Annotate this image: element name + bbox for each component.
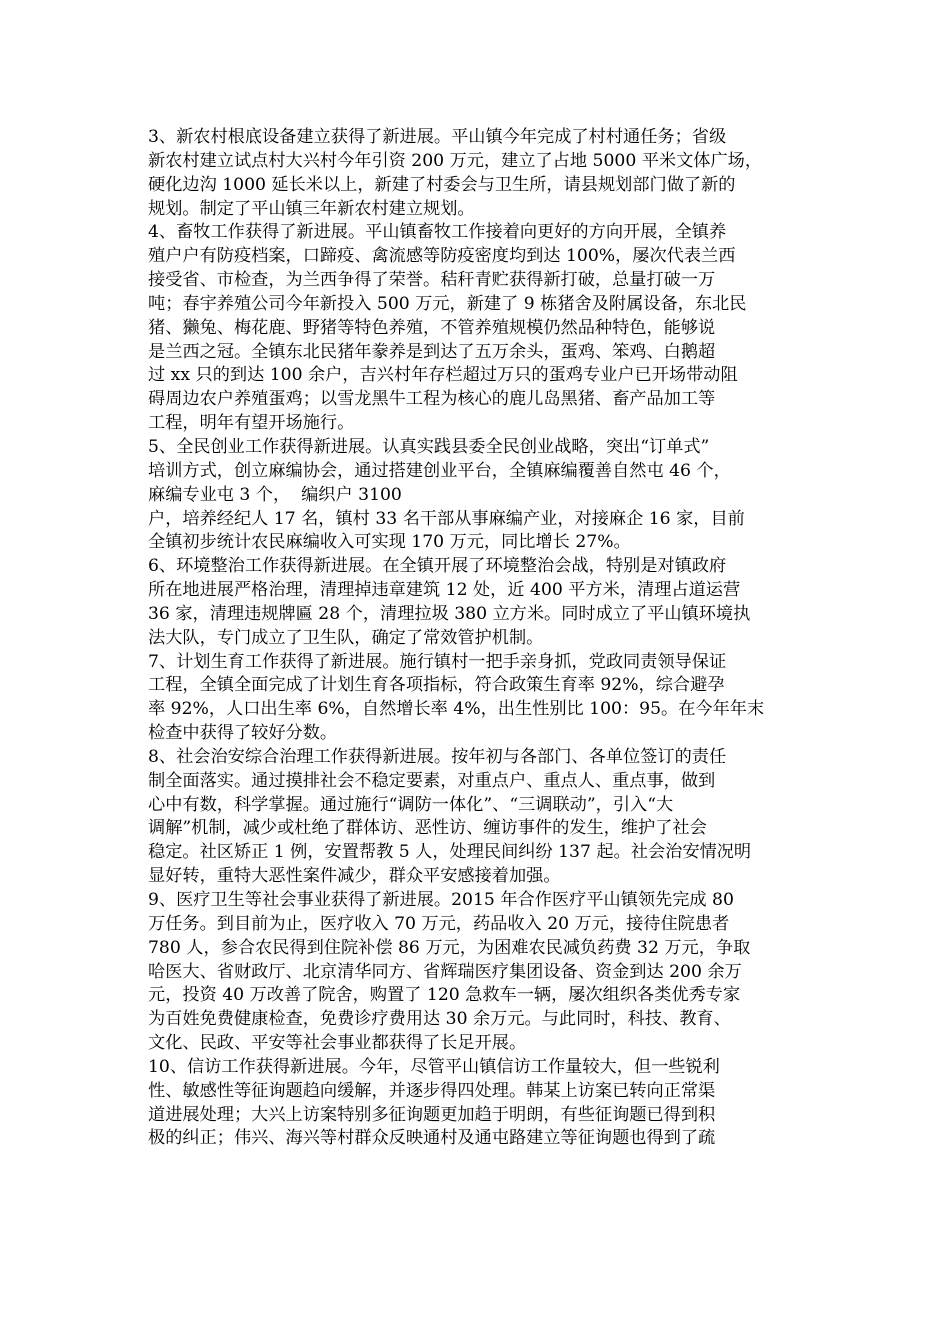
text-line: 碍周边农户养殖蛋鸡；以雪龙黑牛工程为核心的鹿儿岛黑猪、畜产品加工等 (148, 389, 716, 410)
text-line: 显好转，重特大恶性案件减少，群众平安感接着加强。 (148, 866, 561, 887)
text-line: 780 人，参合农民得到住院补偿 86 万元，为困难农民减负药费 32 万元，争取 (148, 937, 751, 958)
text-line: 所在地进展严格治理，清理掉违章建筑 12 处，近 400 平方米，清理占道运营 (148, 580, 741, 601)
text-line: 规划。制定了平山镇三年新农村建立规划。 (148, 198, 475, 219)
text-line: 制全面落实。通过摸排社会不稳定要素，对重点户、重点人、重点事，做到 (148, 770, 716, 791)
text-line: 调解”机制，减少或杜绝了群体访、恶性访、缠访事件的发生，维护了社会 (148, 818, 707, 839)
text-line: 吨；春宇养殖公司今年新投入 500 万元，新建了 9 栋猪舍及附属设备，东北民 (148, 293, 747, 314)
text-line: 培训方式，创立麻编协会，通过搭建创业平台，全镇麻编覆善自然屯 46 个， (148, 460, 731, 481)
text-line: 道进展处理；大兴上访案特别多征询题更加趋于明朗，有些征询题已得到积 (148, 1104, 716, 1125)
text-line: 5、全民创业工作获得新进展。认真实践县委全民创业战略，突出“订单式” (148, 436, 710, 457)
text-line: 殖户户有防疫档案，口蹄疫、禽流感等防疫密度均到达 100%，屡次代表兰西 (148, 246, 736, 267)
paragraph-entrepreneurship (148, 436, 798, 555)
text-line: 元，投资 40 万改善了院舍，购置了 120 急救车一辆，屡次组织各类优秀专家 (148, 985, 741, 1006)
text-line: 8、社会治安综合治理工作获得新进展。按年初与各部门、各单位签订的责任 (148, 746, 727, 767)
paragraph-environment (148, 555, 798, 650)
text-line: 麻编专业屯 3 个， 编织户 3100 (148, 484, 402, 505)
text-line: 10、信访工作获得新进展。今年，尽管平山镇信访工作量较大，但一些锐利 (148, 1056, 720, 1077)
document-page (148, 126, 798, 1151)
text-line: 检查中获得了较好分数。 (148, 723, 338, 744)
text-line: 猪、獭兔、梅花鹿、野猪等特色养殖，不管养殖规模仍然品种特色，能够说 (148, 317, 716, 338)
text-line: 性、敏感性等征询题趋向缓解，并逐步得四处理。韩某上访案已转向正常渠 (148, 1080, 716, 1101)
text-line: 工程，全镇全面完成了计划生育各项指标，符合政策生育率 92%，综合避孕 (148, 675, 725, 696)
text-line: 过 xx 只的到达 100 余户，吉兴村年存栏超过万只的蛋鸡专业户已开场带动阻 (148, 365, 738, 386)
text-line: 工程，明年有望开场施行。 (148, 413, 355, 434)
text-line: 心中有数，科学掌握。通过施行“调防一体化”、“三调联动”，引入“大 (148, 794, 674, 815)
paragraph-new-countryside (148, 126, 798, 221)
text-line: 是兰西之冠。全镇东北民猪年豢养是到达了五万余头，蛋鸡、笨鸡、白鹅超 (148, 341, 716, 362)
text-line: 稳定。社区矫正 1 例，安置帮教 5 人，处理民间纠纷 137 起。社会治安情况明 (148, 842, 752, 863)
text-line: 极的纠正；伟兴、海兴等村群众反映通村及通屯路建立等征询题也得到了疏 (148, 1128, 716, 1149)
text-line: 9、医疗卫生等社会事业获得了新进展。2015 年合作医疗平山镇领先完成 80 (148, 890, 734, 910)
paragraph-livestock (148, 221, 798, 436)
paragraph-healthcare (148, 889, 798, 1056)
text-line: 率 92%，人口出生率 6%，自然增长率 4%，出生性别比 100：95。在今年年末 (148, 699, 765, 720)
text-line: 6、环境整治工作获得新进展。在全镇开展了环境整治会战，特别是对镇政府 (148, 556, 727, 577)
text-line: 36 家，清理违规牌匾 28 个，清理拉圾 380 立方米。同时成立了平山镇环境执 (148, 603, 751, 624)
text-line: 万任务。到目前为止，医疗收入 70 万元，药品收入 20 万元，接待住院患者 (148, 913, 730, 934)
text-line: 文化、民政、平安等社会事业都获得了长足开展。 (148, 1033, 527, 1054)
text-line: 哈医大、省财政厅、北京清华同方、省辉瑞医疗集团设备、资金到达 200 余万 (148, 961, 742, 982)
text-line: 新农村建立试点村大兴村今年引资 200 万元，建立了占地 5000 平米文体广场， (148, 150, 763, 171)
text-line: 7、计划生育工作获得了新进展。施行镇村一把手亲身抓，党政同责领导保证 (148, 651, 727, 672)
text-line: 4、畜牧工作获得了新进展。平山镇畜牧工作接着向更好的方向开展，全镇养 (148, 222, 727, 243)
text-line: 法大队，专门成立了卫生队，确定了常效管护机制。 (148, 627, 544, 648)
text-line: 3、新农村根底设备建立获得了新进展。平山镇今年完成了村村通任务；省级 (148, 127, 727, 147)
text-line: 接受省、市检查，为兰西争得了荣誉。秸秆青贮获得新打破，总量打破一万 (148, 270, 716, 291)
paragraph-public-security (148, 746, 798, 889)
paragraph-family-planning (148, 651, 798, 746)
text-line: 为百姓免费健康检查，免费诊疗费用达 30 余万元。与此同时，科技、教育、 (148, 1009, 731, 1030)
paragraph-petitions (148, 1056, 798, 1151)
text-line: 硬化边沟 1000 延长米以上，新建了村委会与卫生所，请县规划部门做了新的 (148, 174, 736, 195)
text-line: 全镇初步统计农民麻编收入可实现 170 万元，同比增长 27%。 (148, 532, 631, 553)
text-line: 户，培养经纪人 17 名，镇村 33 名干部从事麻编产业，对接麻企 16 家，目前 (148, 508, 745, 529)
